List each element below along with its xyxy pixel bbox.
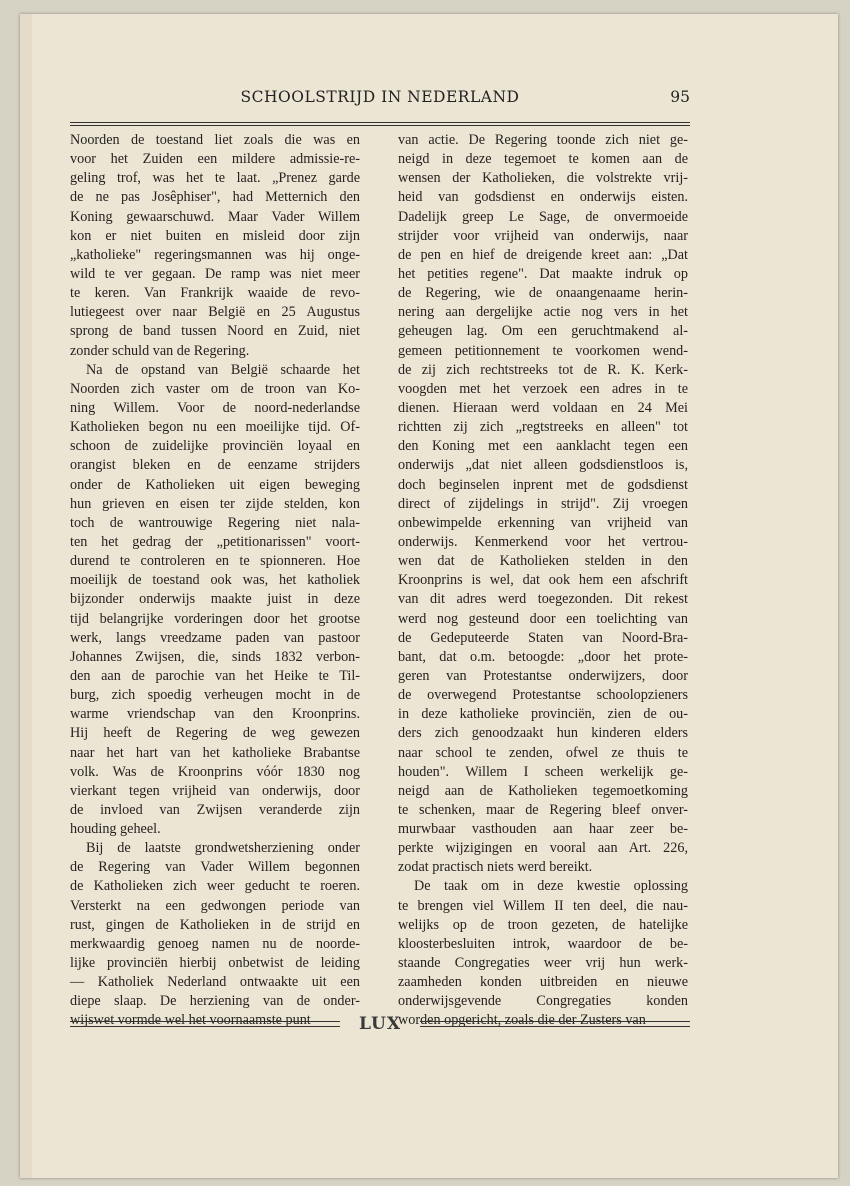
text-line: ders zich genoodzaakt hun kinderen elders	[398, 725, 688, 742]
text-line: neigd in deze tegemoet te komen aan de	[398, 151, 688, 168]
text-line: burg, zich spoedig verheugen mocht in de	[70, 687, 360, 704]
text-line: werk, langs vreedzame paden van pastoor	[70, 629, 360, 646]
text-line: Koning gewaarschuwd. Maar Vader Willem	[70, 208, 360, 225]
text-line: den Koning met een aanklacht tegen een	[398, 438, 688, 455]
running-title: SCHOOLSTRIJD IN NEDERLAND	[240, 88, 520, 106]
text-line: direct of zijdelings in strijd". Zij vroegen	[398, 495, 688, 512]
text-line: houding geheel.	[70, 821, 161, 838]
text-line: bijzonder onderwijs maakte juist in deze	[70, 591, 360, 608]
text-line: Noorden zich vaster om de troon van Ko-	[70, 380, 360, 397]
text-line: durend te controleren en te spionneren. Hoe	[70, 553, 360, 570]
page-number: 95	[670, 88, 690, 106]
page-header	[70, 88, 690, 118]
text-line: de overwegend Protestantse schoolopzieners	[398, 687, 688, 704]
text-line: Bij de laatste grondwetsherziening onder	[86, 840, 360, 857]
text-line: doch beginselen inprent met de godsdienst	[398, 476, 688, 493]
text-line: volk. Was de Kroonprins vóór 1830 nog	[70, 763, 360, 780]
text-line: ten het gedrag der „petitionarissen" voort-	[70, 533, 360, 550]
text-line: voor het Zuiden een mildere admissie-re-	[70, 151, 360, 168]
text-line: zaamheden konden uitbreiden en nieuwe	[398, 974, 688, 991]
text-line: gemeen petitionnement te voorkomen wend-	[398, 342, 688, 359]
text-line: voogden met het verzoek een adres in te	[398, 380, 688, 397]
text-line: naar school te zenden, ofwel ze thuis te	[398, 744, 688, 761]
text-line: warme vriendschap van den Kroonprins.	[70, 706, 360, 723]
text-line: te schenken, maar de Regering bleef onver-	[398, 801, 688, 818]
text-line: onbewimpelde erkenning van vrijheid van	[398, 514, 688, 531]
text-line: geheugen lag. Om een geruchtmakend al-	[398, 323, 688, 340]
text-line: naar het hart van het katholieke Brabantse	[70, 744, 360, 761]
text-line: staande Congregaties weer vrij hun werk-	[398, 955, 688, 972]
text-line: hun grieven en eisen ter zijde stelden, kon	[70, 495, 360, 512]
text-line: van actie. De Regering toonde zich niet ge-	[398, 132, 688, 148]
text-line: sprong de band tussen Noord en Zuid, niet	[70, 323, 360, 340]
text-line: onder de Katholieken uit eigen beweging	[70, 476, 360, 493]
text-line: schoon de zuidelijke provinciën loyaal en	[70, 438, 360, 455]
text-line: — Katholiek Nederland ontwaakte uit een	[70, 974, 360, 991]
text-line: rust, gingen de Katholieken in de strijd en	[70, 916, 360, 933]
text-line: kloosterbesluiten introk, waardoor de be-	[398, 935, 688, 952]
text-line: werd nog gesteund door een toelichting van	[398, 610, 688, 627]
text-line: het petities regene". Dat maakte indruk op	[398, 265, 688, 282]
text-line: orangist bleken en de eenzame strijders	[70, 457, 360, 474]
text-line: de zij zich rechtstreeks tot de R. K. Kerk-	[398, 361, 688, 378]
header-rule	[70, 122, 690, 126]
text-line: de Regering, wie de onaangenaame herin-	[398, 285, 688, 302]
left-text-column	[70, 131, 360, 1031]
text-line: van dit adres werd toegezonden. Dit rekest	[398, 591, 688, 608]
text-line: toch de wantrouwige Regering niet nala-	[70, 514, 360, 531]
page-footer	[70, 1014, 690, 1036]
footer-rule-left	[70, 1021, 340, 1027]
footer-rule-right	[420, 1021, 690, 1027]
text-line: houden". Willem I scheen werkelijk ge-	[398, 763, 688, 780]
text-line: te keren. Van Frankrijk waaide de revo-	[70, 285, 360, 302]
text-line: de ne pas Josêphiser", had Metternich den	[70, 189, 360, 206]
lux-logo: LUX	[358, 1014, 402, 1034]
text-line: tijd belangrijke vorderingen door het grootse	[70, 610, 360, 627]
text-line: heid van godsdienst en onderwijs eisten.	[398, 189, 688, 206]
text-line: den aan de parochie van het Heike te Til-	[70, 667, 360, 684]
text-line: neigd aan de Katholieken tegemoetkoming	[398, 782, 688, 799]
text-line: geren van Protestantse onderwijzers, door	[398, 667, 688, 684]
text-line: Dadelijk greep Le Sage, de onvermoeide	[398, 208, 688, 225]
text-line: nering aan dergelijke actie nog vers in het	[398, 304, 688, 321]
text-line: zodat practisch niets werd bereikt.	[398, 859, 593, 876]
text-line: Noorden de toestand liet zoals die was en	[70, 132, 360, 148]
text-line: diepe slaap. De herziening van de onder-	[70, 993, 360, 1010]
text-line: zonder schuld van de Regering.	[70, 342, 250, 359]
text-line: lijke provinciën hierbij onbetwist de leiding	[70, 955, 360, 972]
text-line: te brengen viel Willem II ten deel, die nau-	[398, 897, 688, 914]
text-line: „katholieke" regeringsmannen was hij onge-	[70, 246, 360, 263]
text-line: lutiegeest over naar België en 25 Augustus	[70, 304, 360, 321]
text-line: bant, dat o.m. betoogde: „door het prote-	[398, 648, 688, 665]
text-line: de invloed van Zwijsen veranderde zijn	[70, 801, 360, 818]
text-line: moeilijk de toestand ook was, het katholiek	[70, 572, 360, 589]
text-line: wijswet vormde wel het voornaamste punt	[70, 1012, 311, 1029]
text-line: onderwijs „dat niet alleen godsdienstloos is,	[398, 457, 688, 474]
text-line: de pen en hief de dreigende kreet aan: „Dat	[398, 246, 688, 263]
text-line: strijder voor vrijheid van onderwijs, naar	[398, 227, 688, 244]
text-line: welijks op de troon gezeten, de hatelijke	[398, 916, 688, 933]
text-line: Kroonprins is wel, dat ook hem een afschrift	[398, 572, 688, 589]
text-line: de Katholieken zich weer geducht te roeren.	[70, 878, 360, 895]
text-line: worden opgericht, zoals die der Zusters van	[398, 1012, 646, 1029]
text-line: geling trof, was het te laat. „Prenez garde	[70, 170, 360, 187]
text-line: Katholieken begon nu een moeilijke tijd. Of-	[70, 419, 360, 436]
text-line: onderwijs. Kenmerkend voor het vertrou-	[398, 533, 688, 550]
text-line: ning Willem. Voor de noord-nederlandse	[70, 399, 360, 416]
text-line: merkwaardig genoeg namen nu de noorde-	[70, 935, 360, 952]
text-line: wild te ver gegaan. De ramp was niet meer	[70, 265, 360, 282]
text-line: de Regering van Vader Willem begonnen	[70, 859, 360, 876]
text-line: dienen. Hieraan werd voldaan en 24 Mei	[398, 399, 688, 416]
text-line: perkte wijzigingen en vooral aan Art. 226,	[398, 840, 688, 857]
text-line: Hij heeft de Regering de weg gewezen	[70, 725, 360, 742]
text-line: richtten zij zich „regtstreeks en alleen" tot	[398, 419, 688, 436]
text-line: in deze katholieke provinciën, zien de ou-	[398, 706, 688, 723]
text-line: de Gedeputeerde Staten van Noord-Bra-	[398, 629, 688, 646]
text-line: wen dat de Katholieken stelden in den	[398, 553, 688, 570]
text-line: De taak om in deze kwestie oplossing	[414, 878, 688, 895]
text-line: Versterkt na een gedwongen periode van	[70, 897, 360, 914]
text-line: murwbaar vasthouden aan haar zeer be-	[398, 821, 688, 838]
right-text-column	[398, 131, 688, 1031]
text-line: vierkant tegen vrijheid van onderwijs, door	[70, 782, 360, 799]
text-line: kon er niet buiten en misleid door zijn	[70, 227, 360, 244]
text-line: Na de opstand van België schaarde het	[86, 361, 360, 378]
page-gutter	[20, 14, 32, 1178]
text-line: onderwijsgevende Congregaties konden	[398, 993, 688, 1010]
text-line: Johannes Zwijsen, die, sinds 1832 verbon-	[70, 648, 360, 665]
text-line: wensen der Katholieken, die volstrekte vrij-	[398, 170, 688, 187]
